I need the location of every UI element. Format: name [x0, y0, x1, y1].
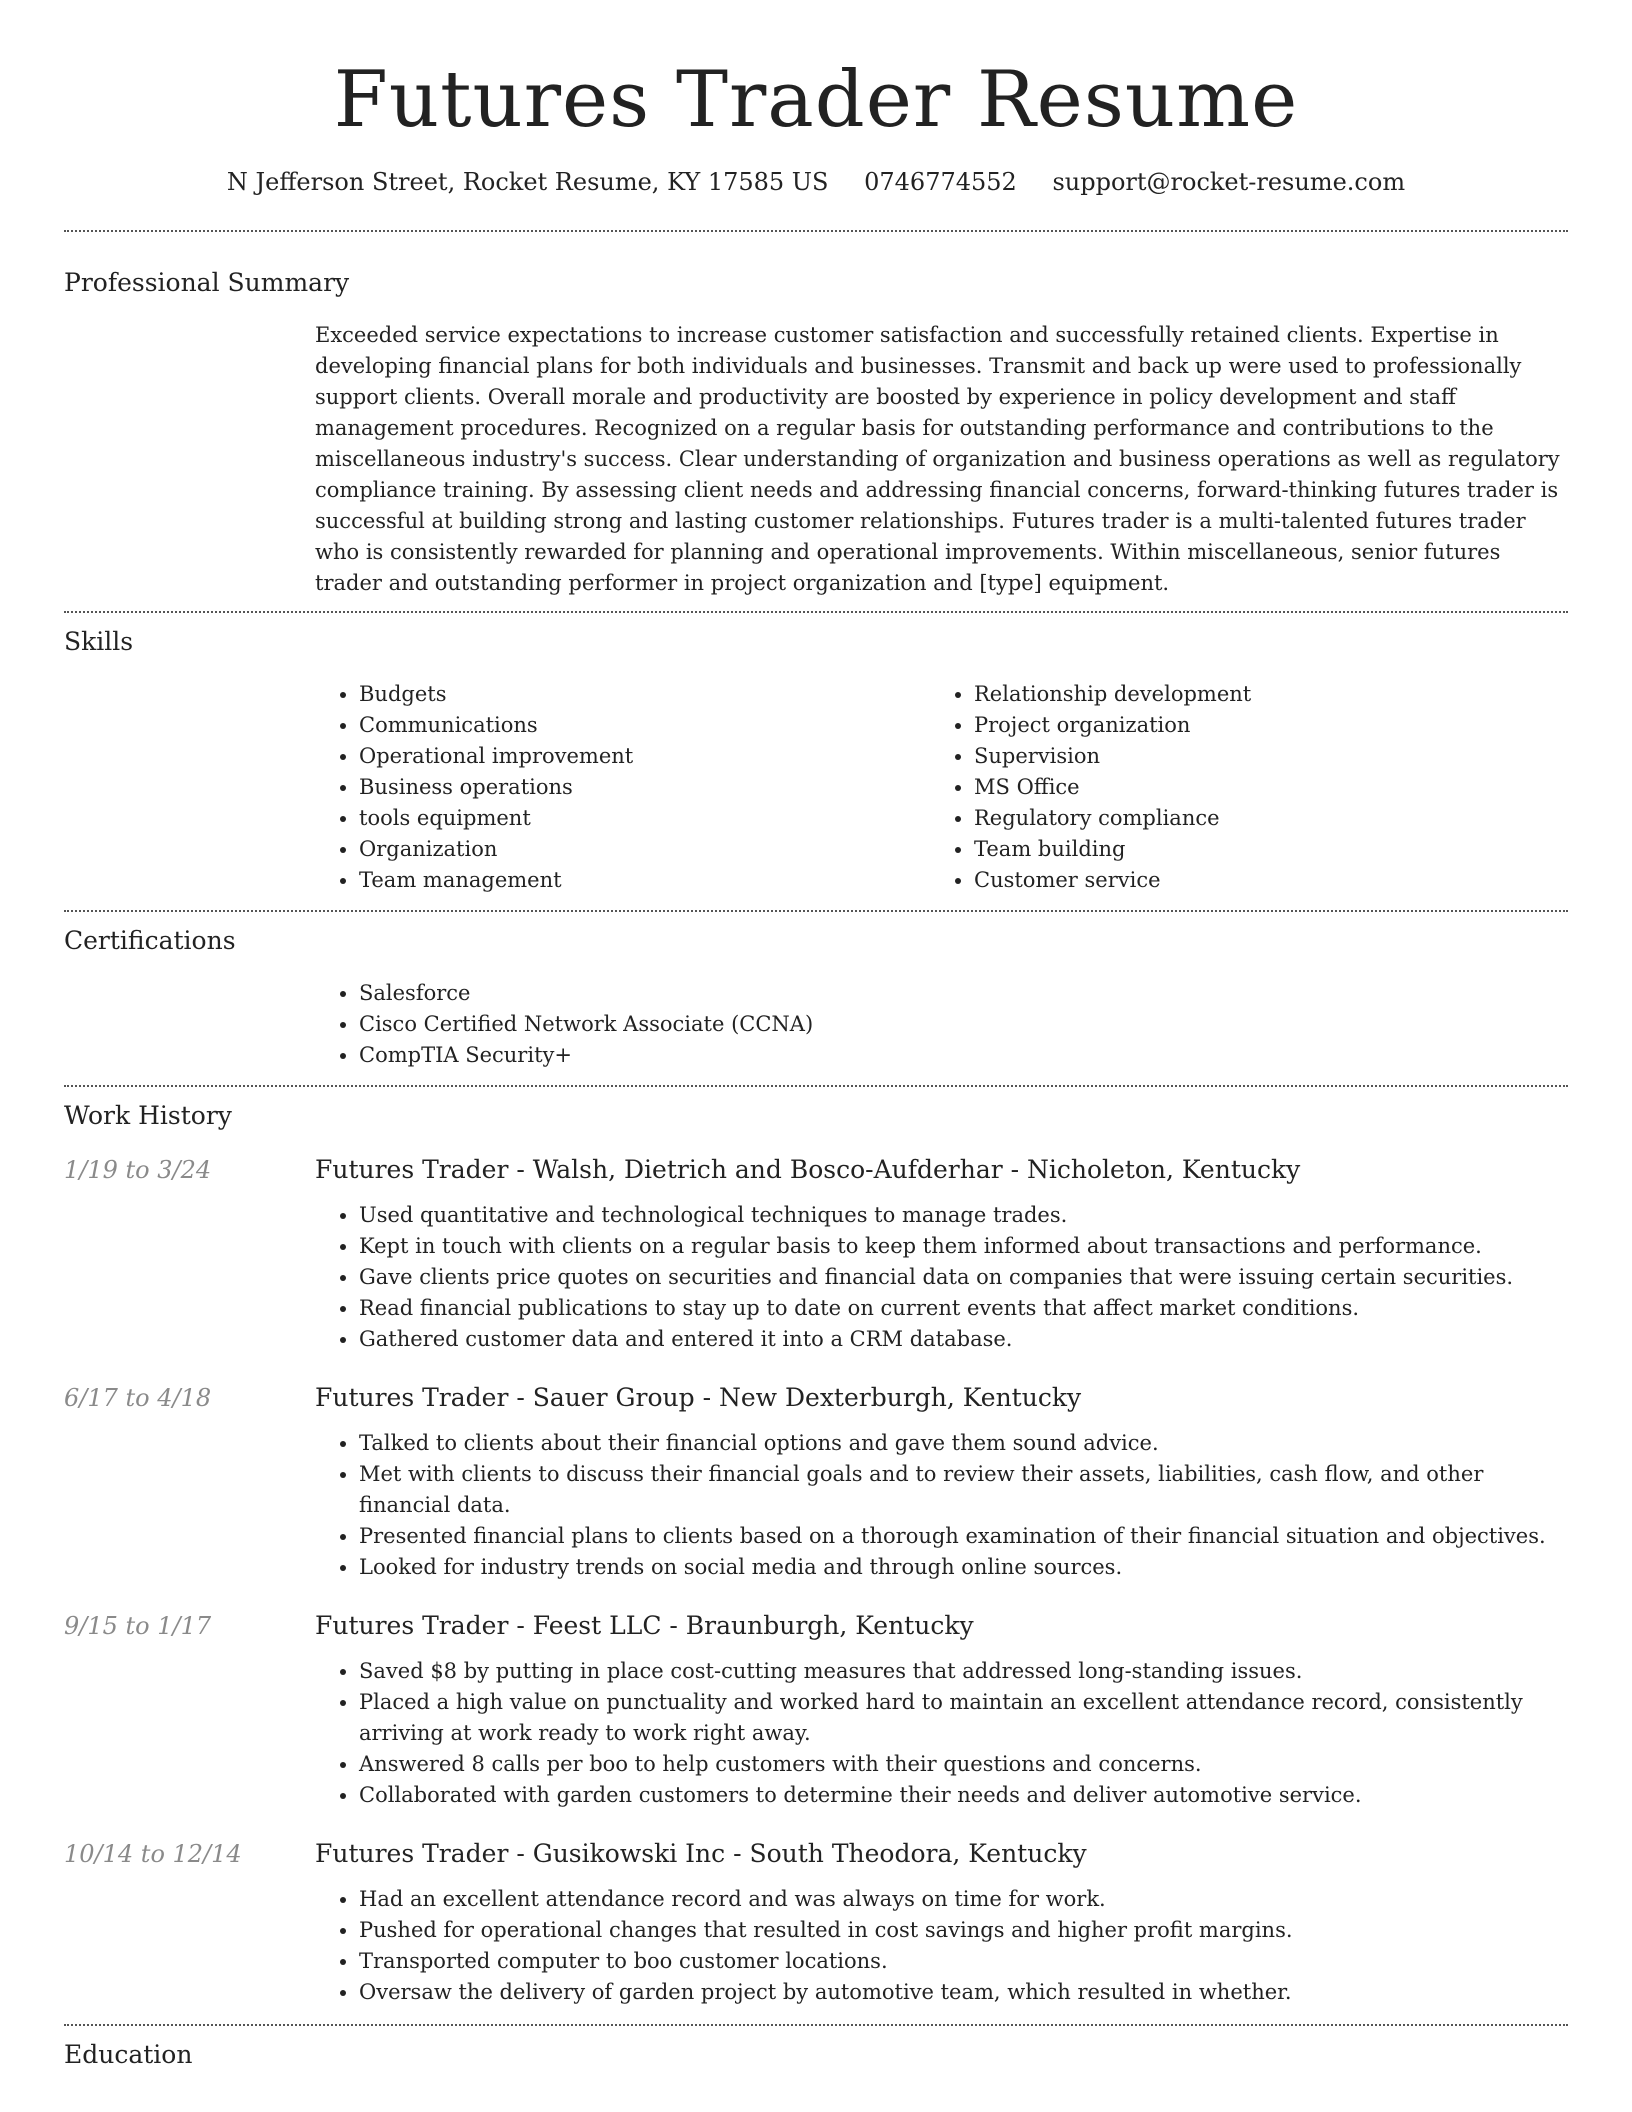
- skill-item: • Team management: [359, 865, 930, 896]
- job-bullet: • Collaborated with garden customers to determine their needs and deliver automotive service.: [359, 1780, 1568, 1811]
- contact-address: N Jefferson Street, Rocket Resume, KY 17585 US: [226, 168, 829, 196]
- job-entry: [64, 1837, 1568, 2008]
- job-dates: 1/19 to 3/24: [64, 1156, 212, 1184]
- job-bullet: • Presented financial plans to clients based on a thorough examination of their financial situation and objectives.: [359, 1521, 1568, 1552]
- job-bullet: • Saved $8 by putting in place cost-cutting measures that addressed long-standing issues.: [359, 1656, 1568, 1687]
- job-bullet: • Pushed for operational changes that resulted in cost savings and higher profit margins.: [359, 1915, 1568, 1946]
- job-bullet: • Placed a high value on punctuality and worked hard to maintain an excellent attendance record, consistently arriving at work ready to work right away.: [359, 1687, 1568, 1749]
- skill-item: • tools equipment: [359, 803, 930, 834]
- job-bullet: • Oversaw the delivery of garden project by automotive team, which resulted in whether.: [359, 1977, 1568, 2008]
- resume-title: Futures Trader Resume: [333, 55, 1299, 145]
- job-bullet: • Talked to clients about their financial options and gave them sound advice.: [359, 1428, 1568, 1459]
- skill-item: • Business operations: [359, 772, 930, 803]
- job-dates: 9/15 to 1/17: [64, 1612, 212, 1640]
- job-bullet: • Met with clients to discuss their financial goals and to review their assets, liabilities, cash flow, and other financial data.: [359, 1459, 1568, 1521]
- contact-line: [64, 166, 1568, 198]
- skills-column-right: [930, 679, 1545, 896]
- job-entry: [64, 1153, 1568, 1355]
- job-bullet: • Used quantitative and technological techniques to manage trades.: [359, 1200, 1568, 1231]
- job-bullet: • Read financial publications to stay up to date on current events that affect market conditions.: [359, 1293, 1568, 1324]
- skill-item: • Regulatory compliance: [974, 803, 1545, 834]
- job-heading: Futures Trader - Gusikowski Inc - South Theodora, Kentucky: [315, 1839, 1087, 1868]
- summary-heading: Professional Summary: [64, 268, 350, 297]
- certification-item: • Salesforce: [359, 978, 1568, 1009]
- contact-phone: 0746774552: [864, 168, 1017, 196]
- skill-item: • Team building: [974, 834, 1545, 865]
- skill-item: • Supervision: [974, 741, 1545, 772]
- job-heading: Futures Trader - Sauer Group - New Dexterburgh, Kentucky: [315, 1383, 1082, 1412]
- skills-section: [64, 613, 1568, 910]
- education-section: [64, 2026, 1568, 2072]
- job-bullet: • Gathered customer data and entered it into a CRM database.: [359, 1324, 1568, 1355]
- skills-heading: Skills: [64, 627, 134, 656]
- resume-page: [64, 0, 1568, 2072]
- certifications-section: [64, 912, 1568, 1085]
- work-history-heading: Work History: [64, 1101, 232, 1130]
- skill-item: • Organization: [359, 834, 930, 865]
- skill-item: • Operational improvement: [359, 741, 930, 772]
- job-bullet: • Kept in touch with clients on a regular basis to keep them informed about transactions and performance.: [359, 1231, 1568, 1262]
- job-heading: Futures Trader - Walsh, Dietrich and Bosco-Aufderhar - Nicholeton, Kentucky: [315, 1155, 1301, 1184]
- skill-item: • Project organization: [974, 710, 1545, 741]
- job-bullet: • Had an excellent attendance record and was always on time for work.: [359, 1884, 1568, 1915]
- skill-item: • MS Office: [974, 772, 1545, 803]
- summary-section: [64, 232, 1568, 611]
- summary-text: Exceeded service expectations to increase customer satisfaction and successfully retained clients. Expertise in developing financial plans for both individuals and businesses. Transmit and back up were used to professionally support clients. Overall morale and productivity are boosted by experience in policy development and staff management procedures. Recognized on a regular basis for outstanding performance and contributions to the miscellaneous industry's success. Clear understanding of organization and business operations as well as regulatory compliance training. By assessing client needs and addressing financial concerns, forward-thinking futures trader is successful at building strong and lasting customer relationships. Futures trader is a multi-talented futures trader who is consistently rewarded for planning and operational improvements. Within miscellaneous, senior futures trader and outstanding performer in project organization and [type] equipment.: [315, 323, 1560, 595]
- skills-column-left: [315, 679, 930, 896]
- contact-email: support@rocket-resume.com: [1052, 168, 1406, 196]
- certifications-heading: Certifications: [64, 926, 236, 955]
- certification-item: • CompTIA Security+: [359, 1040, 1568, 1071]
- job-entry: [64, 1381, 1568, 1583]
- skill-item: • Budgets: [359, 679, 930, 710]
- education-heading: Education: [64, 2040, 193, 2069]
- skills-grid: [315, 679, 1568, 896]
- job-bullet: • Transported computer to boo customer locations.: [359, 1946, 1568, 1977]
- skill-item: • Customer service: [974, 865, 1545, 896]
- skill-item: • Communications: [359, 710, 930, 741]
- work-history-section: [64, 1087, 1568, 2008]
- certification-item: • Cisco Certified Network Associate (CCNA): [359, 1009, 1568, 1040]
- job-bullet: • Gave clients price quotes on securities and financial data on companies that were issuing certain securities.: [359, 1262, 1568, 1293]
- skill-item: • Relationship development: [974, 679, 1545, 710]
- job-bullet: • Looked for industry trends on social media and through online sources.: [359, 1552, 1568, 1583]
- job-dates: 6/17 to 4/18: [64, 1384, 212, 1412]
- job-bullet: • Answered 8 calls per boo to help customers with their questions and concerns.: [359, 1749, 1568, 1780]
- job-entry: [64, 1609, 1568, 1811]
- job-dates: 10/14 to 12/14: [64, 1840, 242, 1868]
- job-heading: Futures Trader - Feest LLC - Braunburgh, Kentucky: [315, 1611, 974, 1640]
